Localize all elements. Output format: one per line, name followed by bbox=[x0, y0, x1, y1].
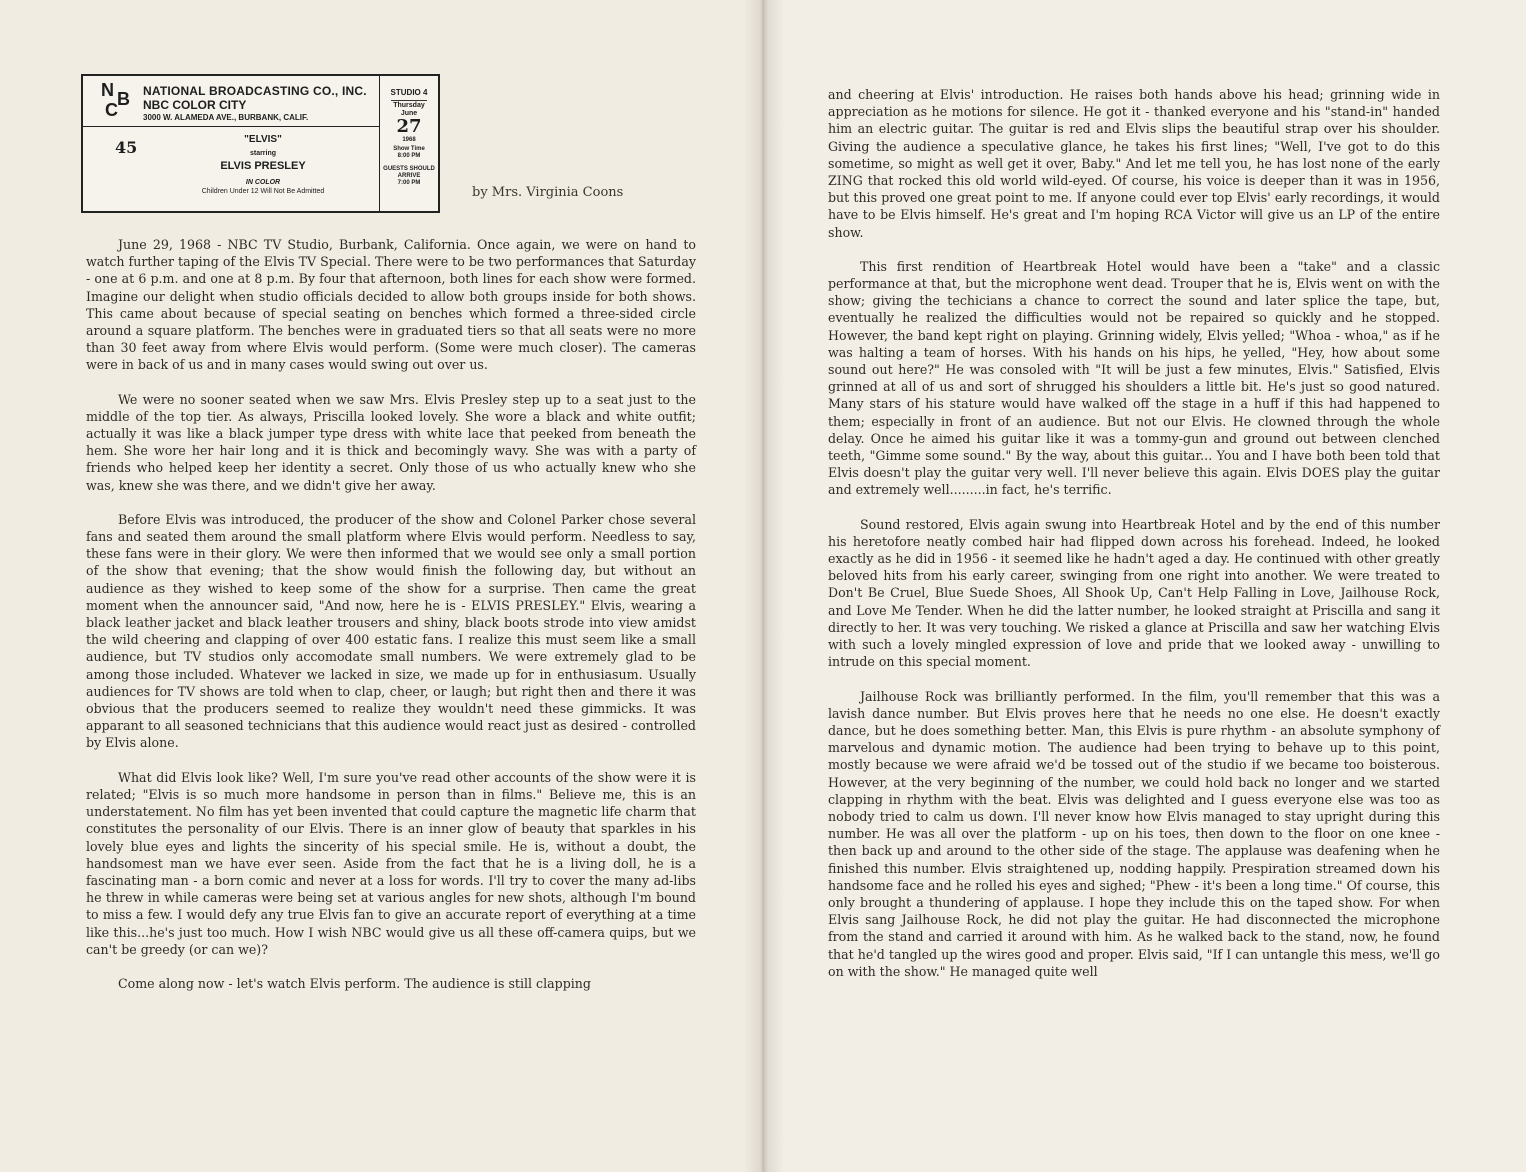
page-gutter bbox=[744, 0, 784, 1172]
ticket-number: 45 bbox=[115, 138, 138, 157]
ticket-show-time: Show Time 8:00 PM bbox=[393, 146, 425, 159]
ticket-address: 3000 W. ALAMEDA AVE., BURBANK, CALIF. bbox=[143, 113, 309, 122]
ticket-date: 27 bbox=[396, 116, 422, 137]
ticket-color-note: IN COLOR bbox=[245, 179, 281, 186]
ticket-studio: STUDIO 4 bbox=[390, 88, 428, 97]
left-article-column bbox=[86, 236, 696, 1009]
paragraph: We were no sooner seated when we saw Mrs. Elvis Presley step up to a seat just to the middle of the top tier. As always, Priscilla looked lovely. She wore a black and white outfit; actually it was like a black jumper type dress with white lace that peeked from beneath the hem. She wore her hair long and it is thick and becomingly wavy. She was with a party of friends who helped keep her identity a secret. Only those of us who actually knew who she was, knew she was there, and we didn't give her away. bbox=[86, 391, 696, 493]
paragraph: What did Elvis look like? Well, I'm sure you've read other accounts of the show were it is related; "Elvis is so much more handsome in person than in films." Believe me, this is an understatement. No film has yet been invented that could capture the magnetic life charm that constitutes the personality of our Elvis. There is an inner glow of beauty that sparkles in his lovely blue eyes and lights the sincerity of his special smile. He is, without a doubt, the handsomest man we have ever seen. Aside from the fact that he is a living doll, he is a fascinating man - a born comic and never at a loss for words. I'll try to cover the many ad-libs he threw in while cameras were being set at various angles for new shots, although I'm bound to miss a few. I would defy any true Elvis fan to give an accurate report of everything at a time like this...he's just too much. How I wish NBC would give us all these off-camera quips, but we can't be greedy (or can we)? bbox=[86, 769, 696, 957]
paragraph: June 29, 1968 - NBC TV Studio, Burbank, California. Once again, we were on hand to watch further taping of the Elvis TV Special. There were to be two performances that Saturday - one at 6 p.m. and one at 8 p.m. By four that afternoon, both lines for each show were formed. Imagine our delight when studio officials decided to allow both groups inside for both shows. This came about because of special seating on benches which formed a three-sided circle around a square platform. The benches were in graduated tiers so that all seats were no more than 30 feet away from where Elvis would perform. (Some were much closer). The cameras were in back of us and in many cases would swing out over us. bbox=[86, 237, 696, 373]
ticket-year: 1968 bbox=[402, 137, 416, 143]
nbc-logo-icon: N B C bbox=[101, 80, 130, 120]
ticket-studio-rule bbox=[391, 100, 427, 101]
ticket-starring: starring bbox=[249, 150, 277, 157]
ticket-age-note: Children Under 12 Will Not Be Admitted bbox=[201, 188, 325, 195]
right-article-column bbox=[828, 86, 1440, 997]
ticket-arrive-time: GUESTS SHOULD ARRIVE 7:00 PM bbox=[383, 166, 435, 186]
ticket-star: ELVIS PRESLEY bbox=[220, 160, 306, 172]
paragraph: Sound restored, Elvis again swung into Heartbreak Hotel and by the end of this number his heretofore neatly combed hair had flipped down across his forehead. Indeed, he looked exactly as he did in 1956 - it seemed like he hadn't aged a day. He continued with other greatly beloved hits from his early career, swinging from one right into another. We were treated to Don't Be Cruel, Blue Suede Shoes, All Shook Up, Can't Help Falling in Love, Jailhouse Rock, and Love Me Tender. When he did the latter number, he looked straight at Priscilla and sang it directly to her. It was very touching. We risked a glance at Priscilla and saw her watching Elvis with such a lovely mingled expression of love and pride that we looked away - unwilling to intrude on this special moment. bbox=[828, 516, 1440, 670]
paragraph: Before Elvis was introduced, the producer of the show and Colonel Parker chose several fans and seated them around the small platform where Elvis would perform. Needless to say, these fans were in their glory. We were then informed that we would see only a small portion of the show that evening; that the show would finish the following day, but without an audience as they wished to keep some of the show for a surprise. Then came the great moment when the announcer said, "And now, here he is - ELVIS PRESLEY." Elvis, wearing a black leather jacket and black leather trousers and shiny, black boots strode into view amidst the wild cheering and clapping of over 400 estatic fans. I realize this must seem like a small audience, but TV studios only accomodate small numbers. We were extremely glad to be among those included. Whatever we lacked in size, we made up for in enthusiasum. Usually audiences for TV shows are told when to clap, cheer, or laugh; but right then and there it was obvious that the producers seemed to realize they wouldn't need these gimmicks. It was apparant to all seasoned technicians that this audience would react just as desired - controlled by Elvis alone. bbox=[86, 511, 696, 751]
ticket-divider-horizontal bbox=[83, 126, 379, 127]
byline: by Mrs. Virginia Coons bbox=[472, 185, 624, 200]
paragraph: Come along now - let's watch Elvis perform. The audience is still clapping bbox=[118, 975, 591, 991]
paragraph: and cheering at Elvis' introduction. He raises both hands above his head; grinning wide in appreciation as he motions for silence. He got it - thanked everyone and his "stand-in" handed him an electric guitar. The guitar is red and Elvis slips the beautiful strap over his shoulder. Giving the audience a speculative glance, he takes his first lines; "Well, I've got to do this sometime, so might as well get it over, Baby." And let me tell you, he has lost none of the early ZING that rocked this old world wild-eyed. Of course, his voice is deeper than it was in 1956, but this proved one great point to me. If anyone could ever top Elvis' early recordings, it would have to be Elvis himself. He's great and I'm hoping RCA Victor will give us an LP of the entire show. bbox=[828, 87, 1440, 240]
paragraph: Jailhouse Rock was brilliantly performed. In the film, you'll remember that this was a lavish dance number. But Elvis proves here that he needs no one else. He doesn't exactly dance, but he does something better. Man, this Elvis is pure rhythm - an absolute symphony of marvelous and dynamic motion. The audience had been trying to behave up to this point, mostly because we were afraid we'd be tossed out of the studio if we became too boisterous. However, at the very beginning of the number, we could hold back no longer and we started clapping in rhythm with the beat. Elvis was delighted and I guess everyone else was too as nobody tried to calm us down. I'll never know how Elvis managed to stay upright during this number. He was all over the platform - up on his toes, then down to the floor on one knee - then back up and around to the other side of the stage. The applause was deafening when he finished this number. Elvis straightened up, nodding happily. Prespiration streamed down his handsome face and he rolled his eyes and sighed; "Phew - it's been a long time." Of course, this only brought a thundering of applause. I hope they include this on the taped show. For when Elvis sang Jailhouse Rock, he did not play the guitar. He had disconnected the microphone from the stand and carried it around with him. As he walked back to the stand, now, he found that he'd tangled up the wires good and proper. Elvis said, "If I can untangle this mess, we'll go on with the show." He managed quite well bbox=[828, 688, 1440, 979]
paragraph: This first rendition of Heartbreak Hotel would have been a "take" and a classic performance at that, but the microphone went dead. Trouper that he is, Elvis went on with the show; giving the techicians a chance to correct the sound and later splice the tape, but, eventually he realized the difficulties would not be repaired so quickly and he stopped. However, the band kept right on playing. Grinning widely, Elvis yelled; "Whoa - whoa," as if he was halting a team of horses. With his hands on his hips, he yelled, "Hey, how about some sound out here?" He was consoled with "It will be just a few minutes, Elvis." Satisfied, Elvis grinned at all of us and sort of shrugged his shoulders a little bit. He's just so good natured. Many stars of his stature would have walked off the stage in a huff if this had happened to them; especially in front of an audience. But not our Elvis. He clowned through the whole delay. Once he aimed his guitar like it was a tommy-gun and ground out between clenched teeth, "Gimme some sound." By the way, about this guitar... You and I have both been told that Elvis doesn't play the guitar very well. I'll never believe this again. Elvis DOES play the guitar and extremely well.........in fact, he's terrific. bbox=[828, 258, 1440, 498]
ticket-company: NATIONAL BROADCASTING CO., INC. bbox=[143, 84, 367, 98]
ticket-city: NBC COLOR CITY bbox=[143, 98, 247, 112]
ticket-show-title: "ELVIS" bbox=[244, 134, 282, 145]
ticket-day: Thursday June bbox=[393, 102, 425, 117]
left-page bbox=[0, 0, 762, 1172]
nbc-ticket bbox=[81, 74, 440, 213]
